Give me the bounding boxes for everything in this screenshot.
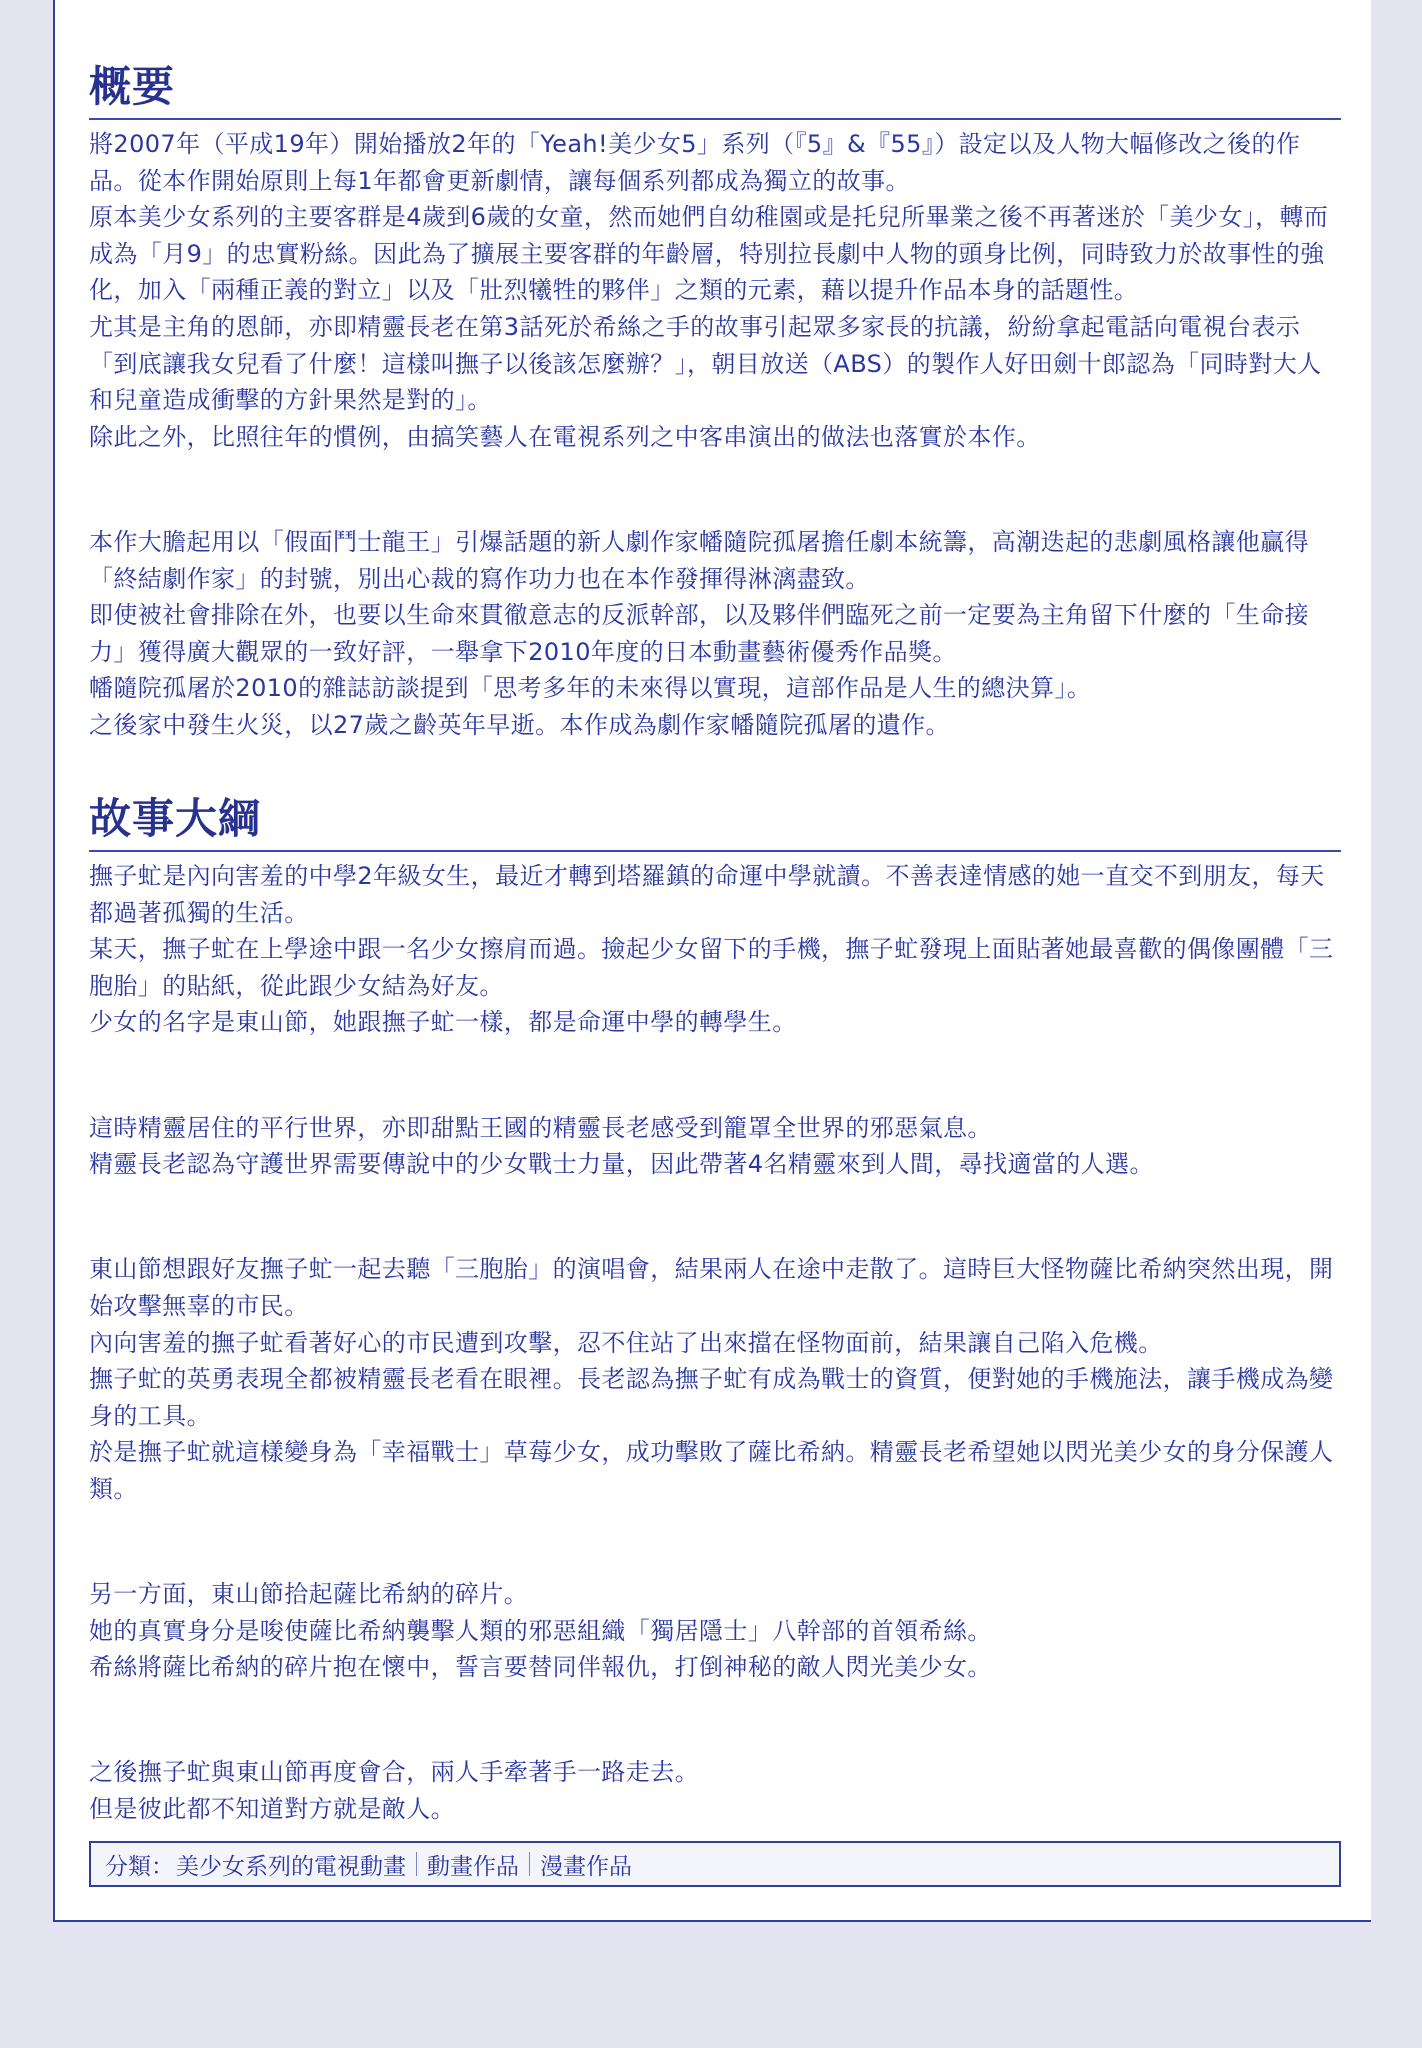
story-heading: 故事大綱 [89, 792, 1341, 852]
category-link-precure-tv-anime[interactable]: 美少女系列的電視動畫 [176, 1853, 406, 1880]
summary-section [89, 60, 1341, 744]
story-paragraph: 這時精靈居住的平行世界，亦即甜點王國的精靈長老感受到籠罩全世界的邪惡氣息。 [89, 1113, 992, 1142]
summary-heading: 概要 [89, 60, 1341, 120]
summary-paragraph: 除此之外，比照往年的慣例，由搞笑藝人在電視系列之中客串演出的做法也落實於本作。 [89, 422, 1041, 451]
summary-paragraph: 之後家中發生火災，以27歲之齡英年早逝。本作成為劇作家幡隨院孤屠的遺作。 [89, 710, 950, 739]
story-paragraph: 希絲將薩比希納的碎片抱在懷中，誓言要替同伴報仇，打倒神秘的敵人閃光美少女。 [89, 1653, 992, 1682]
summary-body [89, 126, 1341, 744]
article-panel [53, 0, 1371, 1922]
paragraph-spacer [89, 1057, 1341, 1094]
story-paragraph: 撫子虻是內向害羞的中學2年級女生，最近才轉到塔羅鎮的命運中學就讀。不善表達情感的她一直交不到朋友，每天都過著孤獨的生活。 [89, 862, 1325, 927]
story-paragraph: 少女的名字是東山節，她跟撫子虻一樣，都是命運中學的轉學生。 [89, 1008, 797, 1037]
story-paragraph: 東山節想跟好友撫子虻一起去聽「三胞胎」的演唱會，結果兩人在途中走散了。這時巨大怪物薩比希納突然出現，開始攻擊無辜的市民。 [89, 1255, 1334, 1320]
category-link-anime-works[interactable]: 動畫作品 [427, 1853, 519, 1880]
story-paragraph: 她的真實身分是唆使薩比希納襲擊人類的邪惡組織「獨居隱士」八幹部的首領希絲。 [89, 1616, 992, 1645]
story-paragraph: 某天，撫子虻在上學途中跟一名少女擦肩而過。撿起少女留下的手機，撫子虻發現上面貼著她最喜歡的偶像團體「三胞胎」的貼紙，從此跟少女結為好友。 [89, 935, 1334, 1000]
story-paragraph: 之後撫子虻與東山節再度會合，兩人手牽著手一路走去。 [89, 1758, 699, 1787]
paragraph-spacer [89, 1199, 1341, 1236]
paragraph-spacer [89, 1702, 1341, 1739]
story-paragraph: 精靈長老認為守護世界需要傳說中的少女戰士力量，因此帶著4名精靈來到人間，尋找適當的人選。 [89, 1150, 1154, 1179]
summary-paragraph: 即使被社會排除在外，也要以生命來貫徹意志的反派幹部，以及夥伴們臨死之前一定要為主角留下什麼的「生命接力」獲得廣大觀眾的一致好評，一舉拿下2010年度的日本動畫藝術優秀作品獎。 [89, 601, 1309, 666]
story-body [89, 858, 1341, 1828]
story-paragraph: 但是彼此都不知道對方就是敵人。 [89, 1795, 455, 1824]
category-bar [89, 1841, 1341, 1887]
summary-paragraph: 本作大膽起用以「假面鬥士龍王」引爆話題的新人劇作家幡隨院孤屠擔任劇本統籌，高潮迭起的悲劇風格讓他贏得「終結劇作家」的封號，別出心裁的寫作功力也在本作發揮得淋漓盡致。 [89, 527, 1309, 593]
story-paragraph: 另一方面，東山節拾起薩比希納的碎片。 [89, 1580, 529, 1609]
story-paragraph: 於是撫子虻就這樣變身為「幸福戰士」草莓少女，成功擊敗了薩比希納。精靈長老希望她以閃光美少女的身分保護人類。 [89, 1438, 1334, 1503]
category-link-manga-works[interactable]: 漫畫作品 [540, 1853, 632, 1880]
summary-paragraph: 幡隨院孤屠於2010的雜誌訪談提到「思考多年的未來得以實現，這部作品是人生的總決算」。 [89, 674, 1092, 703]
summary-paragraph: 尤其是主角的恩師，亦即精靈長老在第3話死於希絲之手的故事引起眾多家長的抗議，紛紛拿起電話向電視台表示「到底讓我女兒看了什麼！這樣叫撫子以後該怎麼辦？」，朝目放送（ABS）的製作人好田劍十郎認為「同時對大人和兒童造成衝擊的方針果然是對的」。 [89, 312, 1322, 415]
category-label: 分類： [105, 1853, 174, 1880]
summary-paragraph: 原本美少女系列的主要客群是4歲到6歲的女童，然而她們自幼稚園或是托兒所畢業之後不再著迷於「美少女」，轉而成為「月9」的忠實粉絲。因此為了擴展主要客群的年齡層，特別拉長劇中人物的頭身比例，同時致力於故事性的強化，加入「兩種正義的對立」以及「壯烈犧牲的夥伴」之類的元素，藉以提升作品本身的話題性。 [89, 203, 1329, 305]
summary-paragraph: 將2007年（平成19年）開始播放2年的「Yeah!美少女5」系列（『5』&『55』）設定以及人物大幅修改之後的作品。從本作開始原則上每1年都會更新劇情，讓每個系列都成為獨立的故事。 [89, 130, 1301, 195]
paragraph-spacer [89, 471, 1341, 508]
story-paragraph: 撫子虻的英勇表現全都被精靈長老看在眼裡。長老認為撫子虻有成為戰士的資質，便對她的手機施法，讓手機成為變身的工具。 [89, 1365, 1334, 1430]
story-section [89, 792, 1341, 1828]
paragraph-spacer [89, 1524, 1341, 1561]
story-paragraph: 內向害羞的撫子虻看著好心的市民遭到攻擊，忍不住站了出來擋在怪物面前，結果讓自己陷入危機。 [89, 1328, 1163, 1357]
